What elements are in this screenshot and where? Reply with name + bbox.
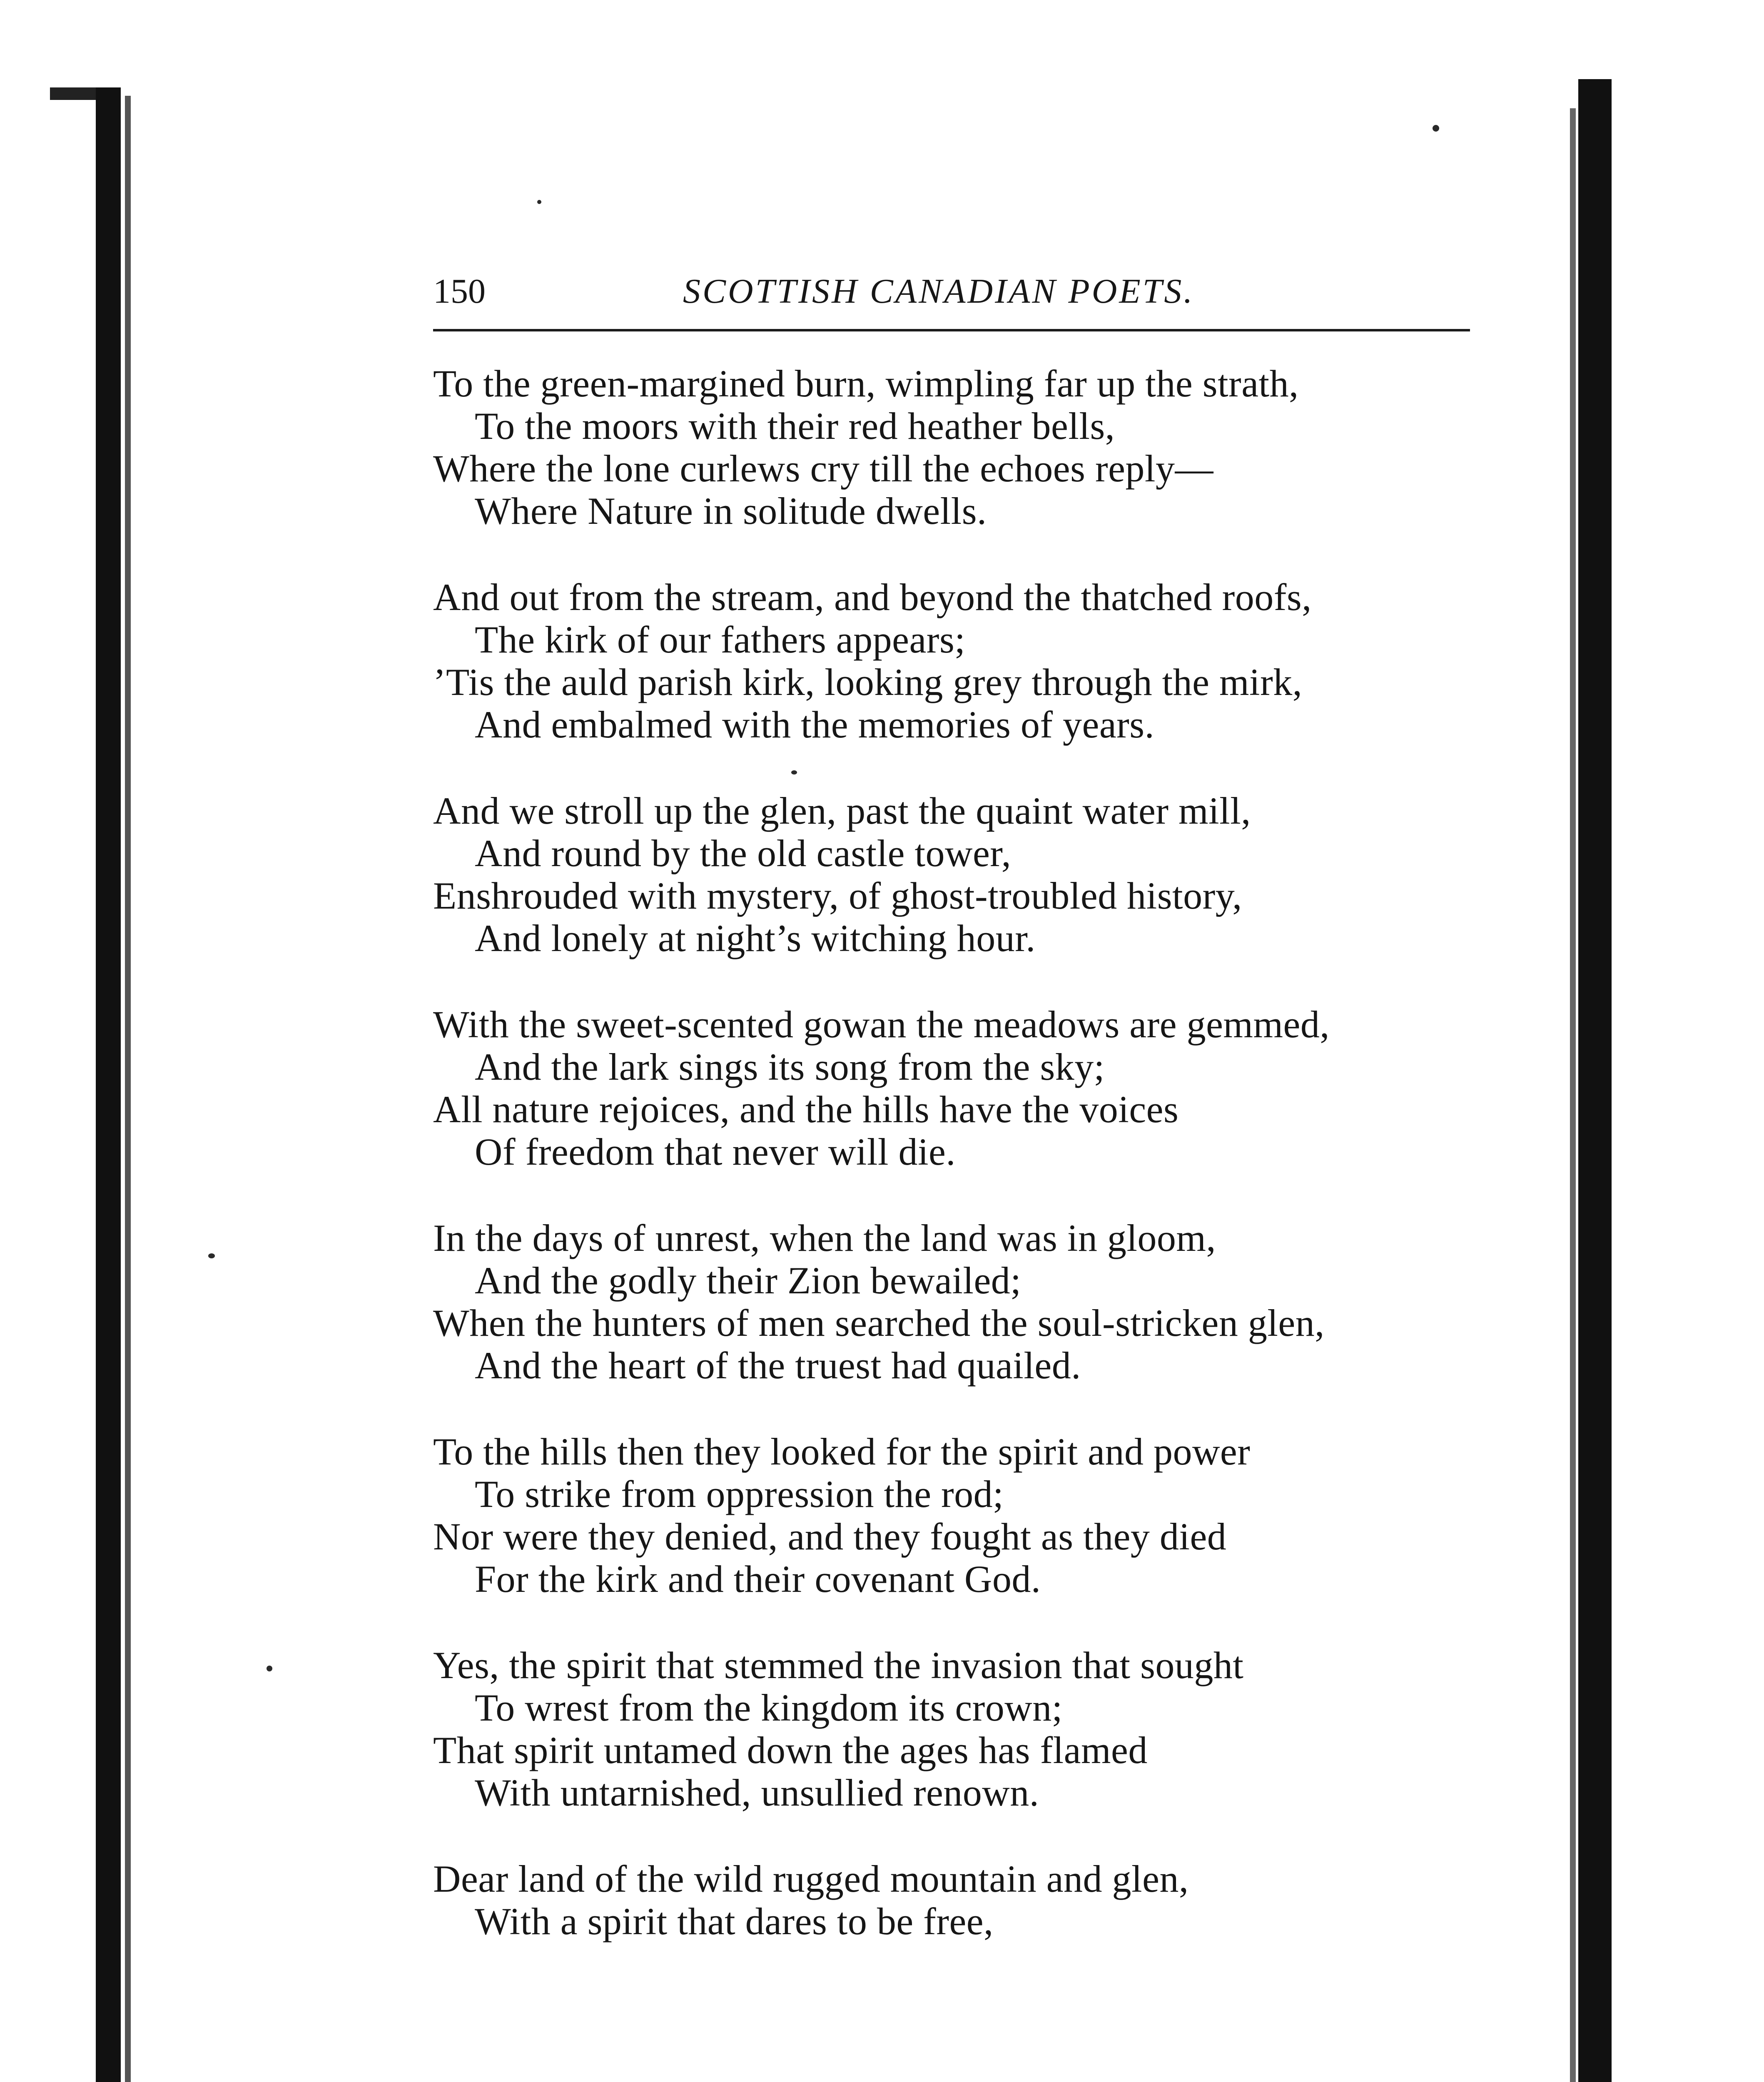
- poem-line: For the kirk and their covenant God.: [475, 1558, 1041, 1600]
- scan-speck: [267, 1666, 272, 1671]
- poem-line: Dear land of the wild rugged mountain and glen,: [433, 1858, 1189, 1900]
- right-binding-edge: [1578, 79, 1612, 2082]
- poem-line: And out from the stream, and beyond the thatched roofs,: [433, 576, 1312, 618]
- poem-line: When the hunters of men searched the soul-stricken glen,: [433, 1302, 1325, 1344]
- stanza: [433, 789, 1499, 959]
- poem-line: The kirk of our fathers appears;: [475, 618, 966, 661]
- poem-line: And the lark sings its song from the sky;: [475, 1046, 1105, 1088]
- poem-line: And the godly their Zion bewailed;: [475, 1259, 1022, 1302]
- poem-line: And embalmed with the memories of years.: [475, 703, 1155, 746]
- stanza: [433, 576, 1499, 746]
- running-title: SCOTTISH CANADIAN POETS.: [683, 272, 1195, 311]
- poem-line: To the moors with their red heather bells,: [475, 405, 1115, 447]
- poem-line: Where the lone curlews cry till the echoes reply—: [433, 447, 1213, 490]
- poem-line: In the days of unrest, when the land was in gloom,: [433, 1217, 1216, 1259]
- stanza: [433, 1430, 1499, 1600]
- stanza: [433, 1858, 1499, 1943]
- stanza: [433, 1003, 1499, 1173]
- poem-line: To the green-margined burn, wimpling far up the strath,: [433, 362, 1299, 405]
- poem-line: With untarnished, unsullied renown.: [475, 1771, 1039, 1814]
- left-binding-inner-edge: [125, 96, 131, 2082]
- poem-line: To wrest from the kingdom its crown;: [475, 1686, 1063, 1729]
- poem-line: Of freedom that never will die.: [475, 1131, 956, 1173]
- poem-line: Enshrouded with mystery, of ghost-troubled history,: [433, 874, 1242, 917]
- poem-line: All nature rejoices, and the hills have the voices: [433, 1088, 1179, 1131]
- poem-line: Nor were they denied, and they fought as they died: [433, 1515, 1227, 1558]
- poem-line: Where Nature in solitude dwells.: [475, 490, 987, 532]
- poem-line: With a spirit that dares to be free,: [475, 1900, 994, 1943]
- poem-line: And round by the old castle tower,: [475, 832, 1012, 874]
- right-binding-inner-edge: [1570, 108, 1576, 2082]
- poem-line: To the hills then they looked for the spirit and power: [433, 1430, 1251, 1473]
- header-rule: [433, 329, 1470, 331]
- left-binding-shadow: [50, 87, 96, 100]
- poem-line: ’Tis the auld parish kirk, looking grey through the mirk,: [433, 661, 1303, 703]
- left-binding-edge: [96, 87, 121, 2082]
- poem-body: [433, 362, 1499, 1943]
- poem-line: Yes, the spirit that stemmed the invasion that sought: [433, 1644, 1244, 1686]
- scan-speck: [208, 1253, 215, 1258]
- stanza: [433, 1217, 1499, 1387]
- poem-line: To strike from oppression the rod;: [475, 1473, 1004, 1515]
- poem-line: And lonely at night’s witching hour.: [475, 917, 1036, 959]
- stanza: [433, 1644, 1499, 1814]
- scan-speck: [537, 200, 541, 204]
- poem-line: With the sweet-scented gowan the meadows are gemmed,: [433, 1003, 1330, 1046]
- poem-line: That spirit untamed down the ages has flamed: [433, 1729, 1148, 1771]
- stanza: [433, 362, 1499, 532]
- page-number: 150: [433, 272, 486, 311]
- running-head: [433, 266, 1474, 316]
- poem-line: And the heart of the truest had quailed.: [475, 1344, 1081, 1387]
- poem-line: And we stroll up the glen, past the quaint water mill,: [433, 789, 1251, 832]
- scan-speck: [1433, 125, 1439, 132]
